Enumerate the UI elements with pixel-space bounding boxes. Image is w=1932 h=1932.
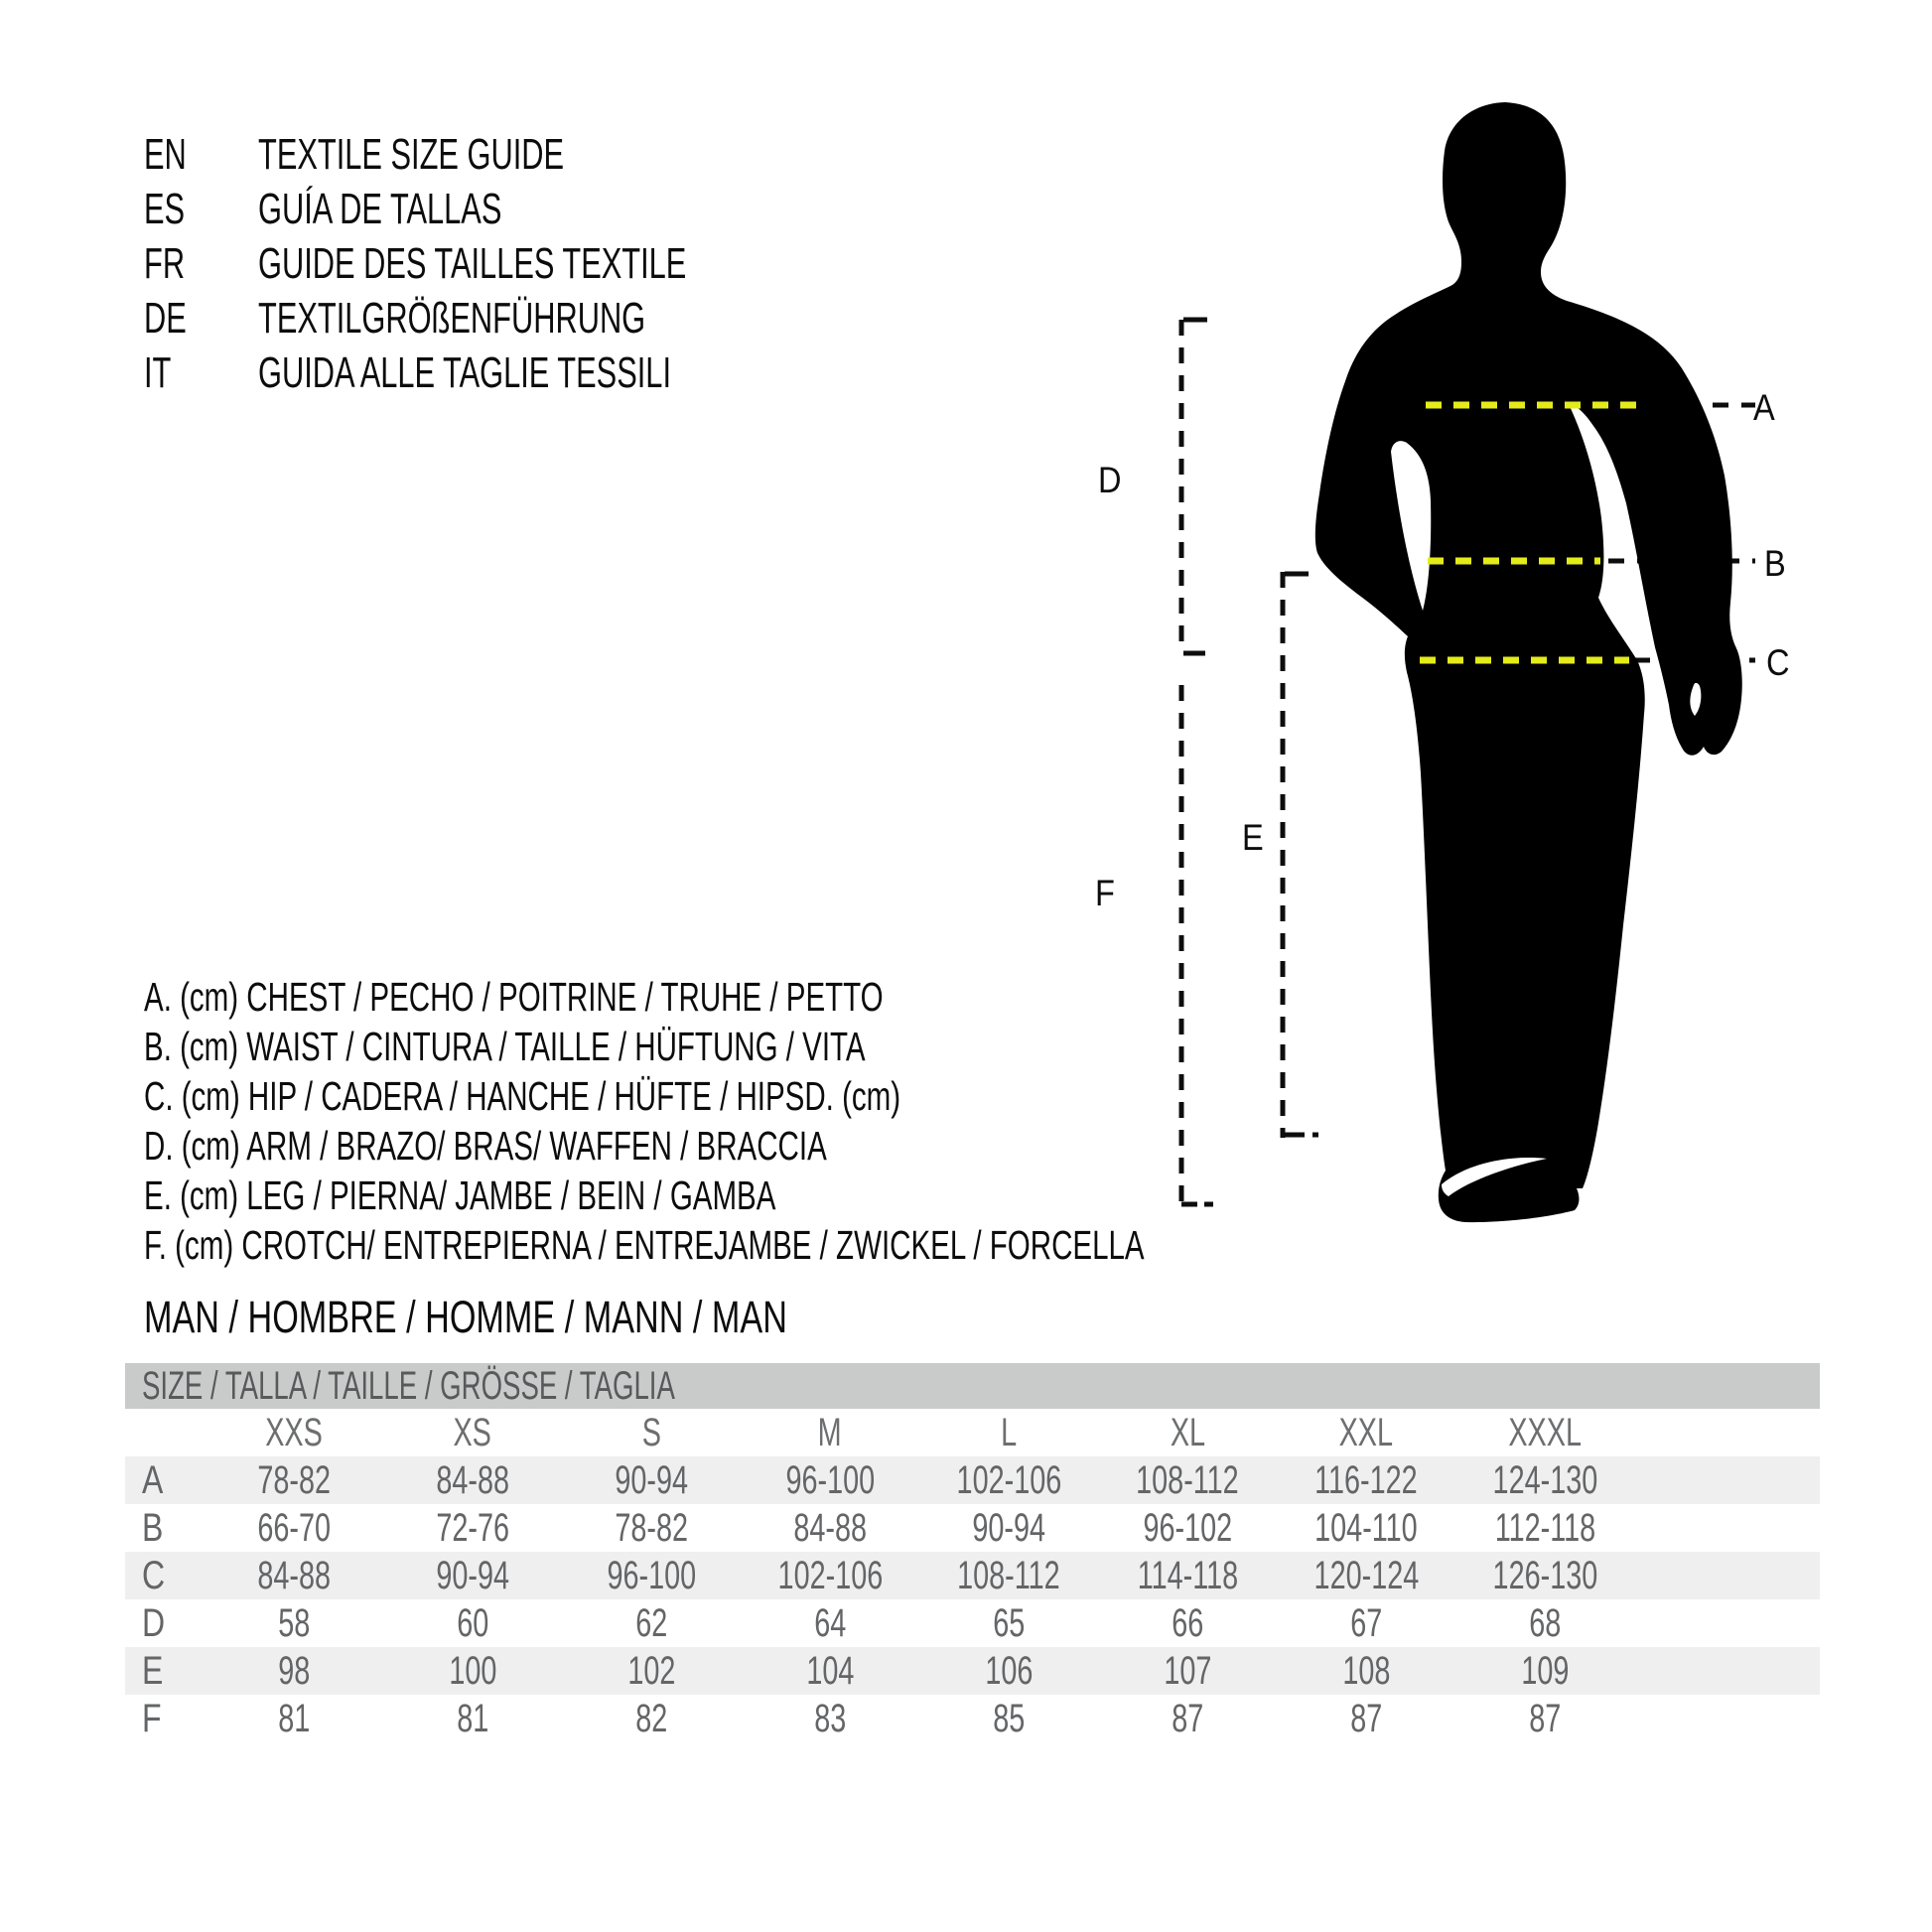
value-cell: 66 — [1171, 1600, 1204, 1645]
lang-code: FR — [144, 238, 186, 288]
value-cell: 68 — [1528, 1600, 1562, 1645]
size-label-xxxl: XXXL — [1508, 1410, 1582, 1454]
value-cell: 78-82 — [615, 1505, 688, 1550]
value-cell: 84-88 — [257, 1553, 331, 1597]
value-cell: 116-122 — [1314, 1457, 1418, 1502]
measure-label-a: A — [1753, 387, 1775, 428]
value-cell: 102-106 — [777, 1553, 883, 1597]
table-row-f — [125, 1695, 1820, 1742]
size-label-xxl: XXL — [1338, 1410, 1394, 1454]
value-cell: 81 — [456, 1696, 489, 1740]
value-cell: 78-82 — [257, 1457, 331, 1502]
value-cell: 98 — [277, 1648, 311, 1693]
lang-title: GUIDA ALLE TAGLIE TESSILI — [258, 347, 671, 397]
value-cell: 83 — [813, 1696, 847, 1740]
table-row-b — [125, 1504, 1820, 1552]
value-cell: 114-118 — [1137, 1553, 1238, 1597]
table-row-a — [125, 1456, 1820, 1504]
value-cell: 100 — [448, 1648, 497, 1693]
lang-title: TEXTILGRÖßENFÜHRUNG — [258, 293, 646, 343]
value-cell: 65 — [992, 1600, 1026, 1645]
value-cell: 85 — [992, 1696, 1026, 1740]
value-cell: 107 — [1163, 1648, 1212, 1693]
size-label-m: M — [817, 1410, 842, 1454]
value-cell: 104-110 — [1314, 1505, 1418, 1550]
value-cell: 58 — [277, 1600, 311, 1645]
value-cell: 62 — [634, 1600, 668, 1645]
legend-item-leg: E. (cm) LEG / PIERNA/ JAMBE / BEIN / GAMBA — [144, 1172, 776, 1218]
value-cell: 102-106 — [956, 1457, 1061, 1502]
value-cell: 82 — [634, 1696, 668, 1740]
row-label: E — [142, 1648, 164, 1693]
table-row-c — [125, 1552, 1820, 1599]
lang-title: TEXTILE SIZE GUIDE — [258, 129, 565, 179]
value-cell: 96-102 — [1143, 1505, 1232, 1550]
measure-label-b: B — [1764, 543, 1786, 584]
value-cell: 109 — [1520, 1648, 1570, 1693]
value-cell: 87 — [1528, 1696, 1562, 1740]
table-title-band: SIZE / TALLA / TAILLE / GRÖSSE / TAGLIA — [125, 1363, 1820, 1409]
value-cell: 90-94 — [436, 1553, 509, 1597]
lang-code: DE — [144, 293, 187, 343]
value-cell: 87 — [1349, 1696, 1383, 1740]
lang-code: IT — [144, 347, 172, 397]
size-header-row — [125, 1409, 1820, 1456]
lang-code: ES — [144, 184, 186, 233]
value-cell: 112-118 — [1494, 1505, 1595, 1550]
measure-label-f: F — [1095, 873, 1115, 913]
value-cell: 120-124 — [1313, 1553, 1419, 1597]
measurement-legend — [144, 972, 1533, 1270]
value-cell: 104 — [805, 1648, 855, 1693]
value-cell: 64 — [813, 1600, 847, 1645]
lang-code: EN — [144, 129, 187, 179]
table-row-d — [125, 1599, 1820, 1647]
measure-label-c: C — [1766, 642, 1790, 683]
value-cell: 108-112 — [1136, 1457, 1239, 1502]
value-cell: 84-88 — [436, 1457, 509, 1502]
value-cell: 66-70 — [257, 1505, 331, 1550]
size-label-xl: XL — [1170, 1410, 1205, 1454]
value-cell: 87 — [1171, 1696, 1204, 1740]
size-label-s: S — [641, 1410, 661, 1454]
value-cell: 90-94 — [972, 1505, 1045, 1550]
value-cell: 81 — [277, 1696, 311, 1740]
value-cell: 126-130 — [1492, 1553, 1597, 1597]
row-label: C — [142, 1553, 166, 1597]
table-row-e — [125, 1647, 1820, 1695]
value-cell: 124-130 — [1492, 1457, 1597, 1502]
size-label-xs: XS — [453, 1410, 492, 1454]
lang-title: GUIDE DES TAILLES TEXTILE — [258, 238, 687, 288]
measure-label-d: D — [1098, 460, 1122, 500]
row-label: D — [142, 1600, 166, 1645]
size-table — [125, 1363, 1820, 1742]
size-label-l: L — [1000, 1410, 1018, 1454]
value-cell: 67 — [1349, 1600, 1383, 1645]
legend-item-crotch: F. (cm) CROTCH/ ENTREPIERNA / ENTREJAMBE / ZWICKEL / FORCELLA — [144, 1221, 1145, 1268]
measure-label-e: E — [1242, 817, 1264, 858]
row-label: A — [142, 1457, 164, 1502]
value-cell: 96-100 — [785, 1457, 875, 1502]
value-cell: 90-94 — [615, 1457, 688, 1502]
value-cell: 108 — [1341, 1648, 1391, 1693]
value-cell: 84-88 — [793, 1505, 867, 1550]
lang-title: GUÍA DE TALLAS — [258, 184, 502, 233]
gender-line: MAN / HOMBRE / HOMME / MANN / MAN — [144, 1292, 787, 1342]
legend-item-arm: D. (cm) ARM / BRAZO/ BRAS/ WAFFEN / BRACCIA — [144, 1122, 827, 1169]
row-label: B — [142, 1505, 164, 1550]
value-cell: 108-112 — [957, 1553, 1060, 1597]
value-cell: 72-76 — [436, 1505, 509, 1550]
value-cell: 106 — [984, 1648, 1034, 1693]
value-cell: 96-100 — [607, 1553, 696, 1597]
value-cell: 60 — [456, 1600, 489, 1645]
legend-item-hip: C. (cm) HIP / CADERA / HANCHE / HÜFTE / HIPSD. (cm) — [144, 1072, 901, 1119]
legend-item-chest: A. (cm) CHEST / PECHO / POITRINE / TRUHE / PETTO — [144, 973, 884, 1020]
size-label-xxs: XXS — [265, 1410, 323, 1454]
row-label: F — [142, 1696, 162, 1740]
legend-item-waist: B. (cm) WAIST / CINTURA / TAILLE / HÜFTUNG / VITA — [144, 1023, 866, 1069]
value-cell: 102 — [626, 1648, 676, 1693]
